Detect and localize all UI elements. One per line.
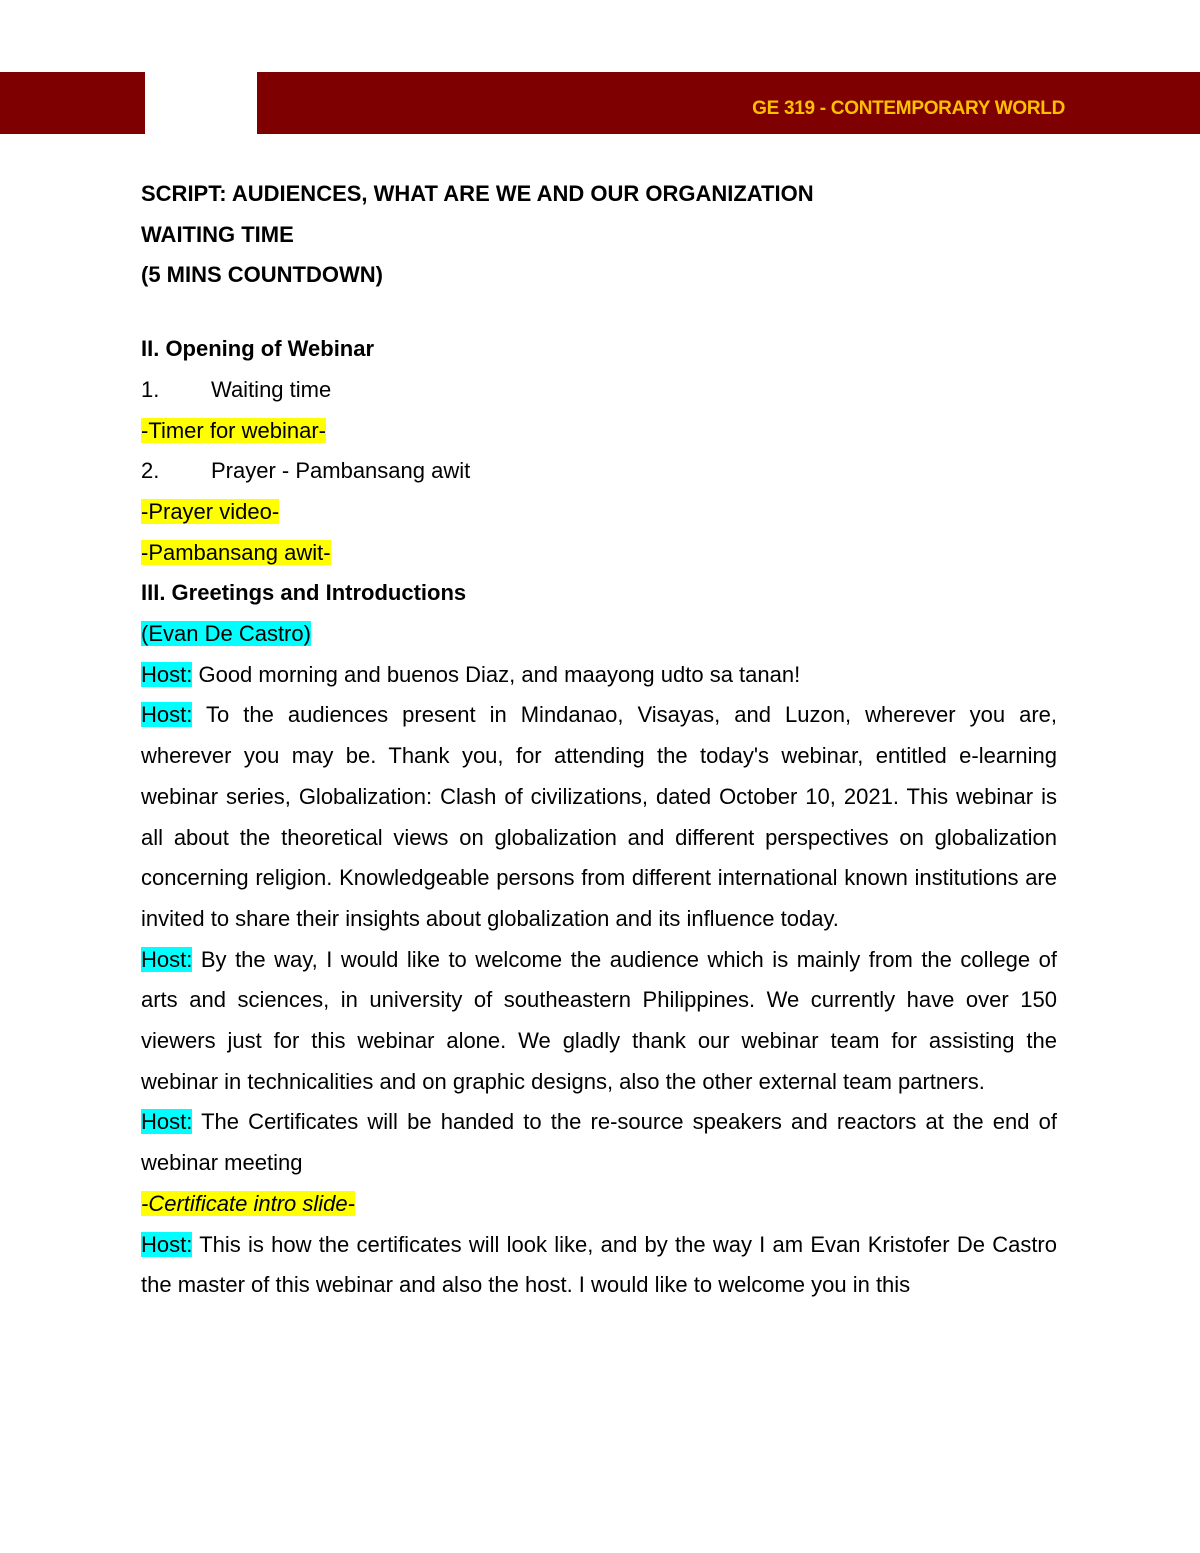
list-item-1-text: Waiting time	[211, 376, 332, 402]
note-prayer	[141, 492, 1057, 533]
host-label: Host:	[141, 1109, 193, 1135]
list-item-1-number: 1.	[141, 376, 160, 402]
document-body	[141, 174, 1057, 1306]
list-item-2-number: 2.	[141, 458, 160, 484]
speaker-line	[141, 614, 1057, 655]
list-item-1	[141, 370, 1057, 411]
host-paragraph-2-text: To the audiences present in Mindanao, Visayas, and Luzon, wherever you are, wherever you may be. Thank you, for attending the today's webinar, entitled e-learning webinar series, Globalization: Clash of civilizations, dated October 10, 2021. This webinar is all about the theoretical views on globalization and different perspectives on globalization concerning religion. Knowledgeable persons from different international known institutions are invited to share their insights about globalization and its influence today.	[141, 702, 1057, 931]
spacer	[141, 296, 1057, 329]
note-timer	[141, 411, 1057, 452]
host-label: Host:	[141, 946, 193, 972]
host-label: Host:	[141, 661, 193, 687]
list-item-2-text: Prayer - Pambansang awit	[211, 458, 471, 484]
host-label: Host:	[141, 1231, 193, 1257]
host-paragraph-5	[141, 1225, 1057, 1306]
note-timer-text: -Timer for webinar-	[141, 417, 326, 443]
host-paragraph-3	[141, 940, 1057, 1103]
header-bar-left	[0, 72, 145, 134]
host-paragraph-2	[141, 695, 1057, 939]
countdown-heading: (5 MINS COUNTDOWN)	[141, 262, 383, 288]
host-paragraph-1	[141, 655, 1057, 696]
host-paragraph-3-text: By the way, I would like to welcome the audience which is mainly from the college of arts and sciences, in university of southeastern Philippines. We currently have over 150 viewers just for this webinar alone. We gladly thank our webinar team for assisting the webinar in technicalities and on graphic designs, also the other external team partners.	[141, 946, 1057, 1094]
note-prayer-text: -Prayer video-	[141, 498, 280, 524]
host-label: Host:	[141, 702, 193, 728]
host-paragraph-5-text: This is how the certificates will look like, and by the way I am Evan Kristofer De Castro the master of this webinar and also the host. I would like to welcome you in this	[141, 1231, 1057, 1298]
note-certificate-text: -Certificate intro slide-	[141, 1190, 355, 1216]
section-3-heading: III. Greetings and Introductions	[141, 580, 467, 606]
host-paragraph-1-text: Good morning and buenos Diaz, and maayong udto sa tanan!	[192, 661, 801, 687]
note-certificate	[141, 1184, 1057, 1225]
list-item-2	[141, 451, 1057, 492]
waiting-time-heading: WAITING TIME	[141, 221, 294, 247]
host-paragraph-4	[141, 1102, 1057, 1183]
host-paragraph-4-text: The Certificates will be handed to the re-source speakers and reactors at the end of webinar meeting	[141, 1109, 1057, 1176]
section-2-heading: II. Opening of Webinar	[141, 336, 375, 362]
script-title: SCRIPT: AUDIENCES, WHAT ARE WE AND OUR ORGANIZATION	[141, 181, 814, 206]
speaker-name: (Evan De Castro)	[141, 621, 311, 647]
note-anthem-text: -Pambansang awit-	[141, 539, 331, 565]
header-title: GE 319 - CONTEMPORARY WORLD	[752, 98, 1065, 119]
note-anthem	[141, 533, 1057, 574]
